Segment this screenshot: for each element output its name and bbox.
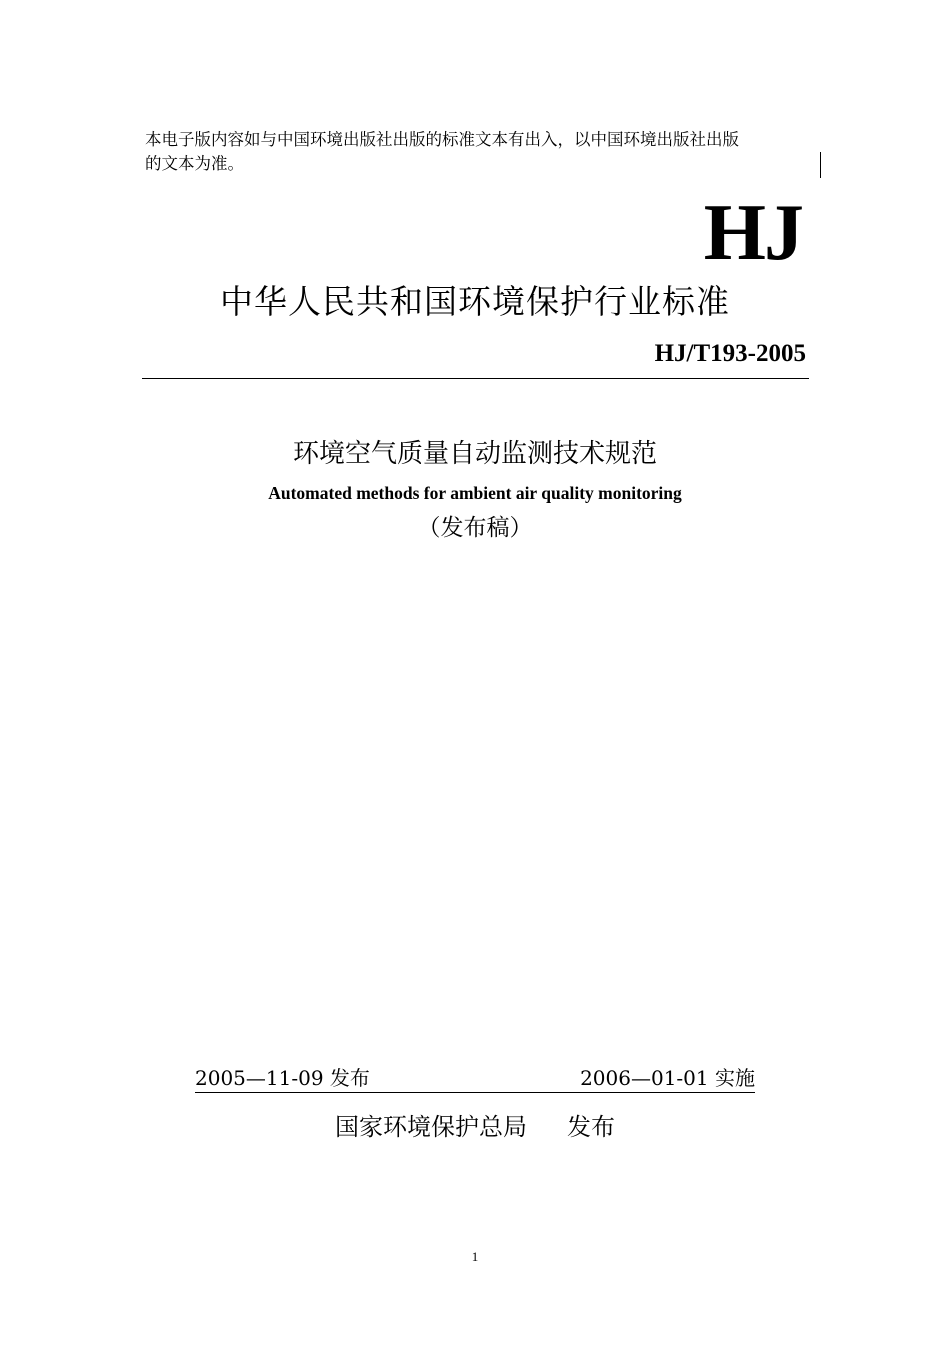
hj-logo: HJ xyxy=(703,189,802,277)
standard-number: HJ/T193-2005 xyxy=(654,340,806,367)
industry-standard-heading: 中华人民共和国环境保护行业标准 xyxy=(220,282,730,321)
draft-status-label: （发布稿） xyxy=(417,515,533,541)
document-title-chinese: 环境空气质量自动监测技术规范 xyxy=(292,439,657,469)
notice-line-1: 本电子版内容如与中国环境出版社出版的标准文本有出入，以中国环境出版社出版 xyxy=(145,130,739,149)
header-divider xyxy=(142,378,809,379)
implementation-date: 2006—01-01 实施 xyxy=(580,1066,755,1090)
document-title-english: Automated methods for ambient air quality monitoring xyxy=(268,483,682,503)
date-line xyxy=(195,1064,755,1093)
electronic-version-notice xyxy=(145,128,845,176)
page-number: 1 xyxy=(471,1249,479,1264)
issuer-action: 发布 xyxy=(567,1113,615,1141)
issue-date: 2005—11-09 发布 xyxy=(195,1066,370,1090)
notice-line-2: 的文本为准。 xyxy=(145,154,244,173)
issuing-authority xyxy=(0,1110,950,1144)
text-cursor-mark xyxy=(820,152,821,178)
issuer-name: 国家环境保护总局 xyxy=(335,1113,527,1141)
